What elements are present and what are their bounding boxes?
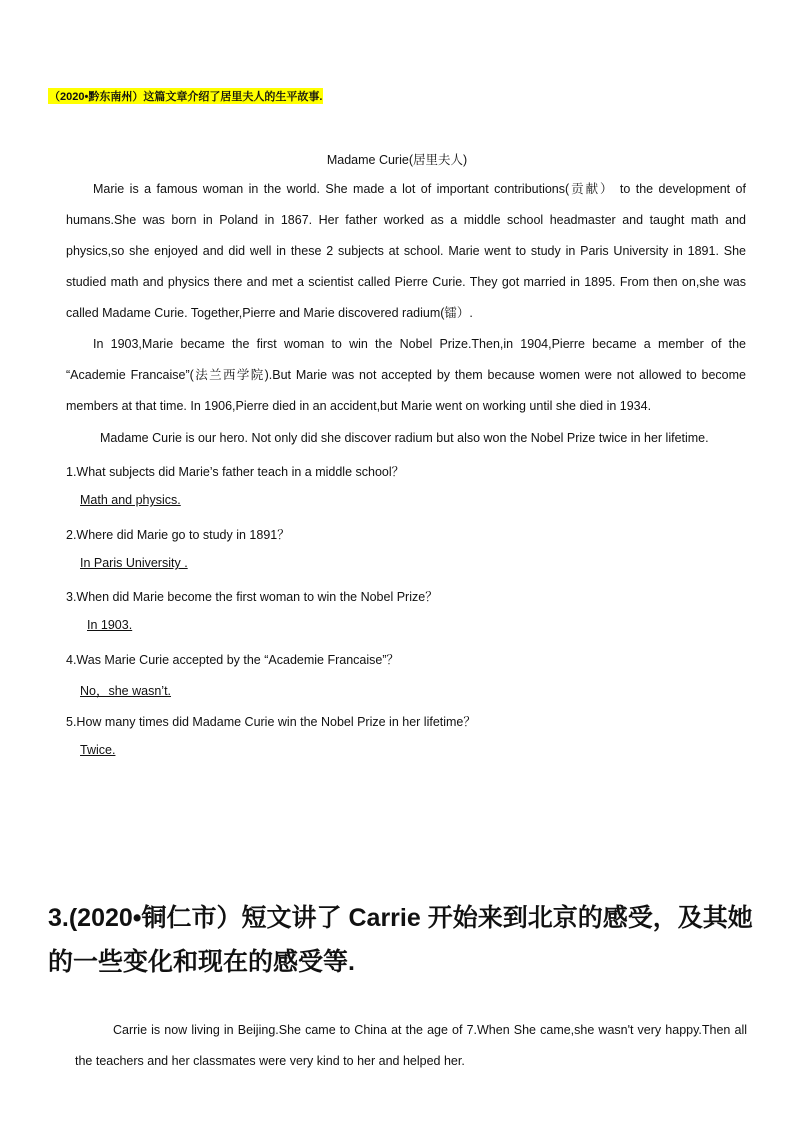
section-3-paragraph-1: Carrie is now living in Beijing.She came to China at the age of 7.When She came,she wasn't very happy.Then all the teachers and her classmates were very kind to her and helped her.	[75, 1023, 747, 1068]
section-3-heading: 3.(2020•铜仁市）短文讲了 Carrie 开始来到北京的感受，及其她的一些变化和现在的感受等.	[48, 904, 753, 976]
question-1: 1.What subjects did Marie’s father teach in a middle school？	[66, 465, 405, 479]
passage-paragraph-1: Marie is a famous woman in the world. She made a lot of important contributions(贡献） to the development of humans.She was born in Poland in 1867. Her father worked as a middle school headmaster and taught math and physics,so she enjoyed and did well in these 2 subjects at school. Marie went to study in Paris University in 1891. She studied math and physics there and met a scientist called Pierre Curie. They got married in 1895. From then on,she was called Madame Curie. Together,Pierre and Marie discovered radium(镭）.	[66, 182, 746, 320]
passage-title: Madame Curie(居里夫人)	[326, 153, 468, 167]
question-4: 4.Was Marie Curie accepted by the “Academie Francaise”？	[66, 653, 400, 667]
answer-2: In Paris University .	[80, 556, 188, 570]
answer-4: No，she wasn’t.	[80, 684, 172, 698]
question-5: 5.How many times did Madame Curie win the Nobel Prize in her lifetime？	[66, 715, 476, 729]
question-2: 2.Where did Marie go to study in 1891？	[66, 528, 290, 542]
question-3: 3.When did Marie become the first woman to win the Nobel Prize？	[66, 590, 438, 604]
source-note: （2020•黔东南州）这篇文章介绍了居里夫人的生平故事.	[48, 88, 323, 104]
answer-1: Math and physics.	[80, 493, 181, 507]
answer-3: In 1903.	[87, 618, 133, 632]
passage-paragraph-2: In 1903,Marie became the first woman to win the Nobel Prize.Then,in 1904,Pierre became a member of the “Academie Francaise”(法兰西学院).But Marie was not accepted by them because women were not allowed to become members at that time. In 1906,Pierre died in an accident,but Marie went on working until she died in 1934.	[66, 337, 746, 413]
answer-5: Twice.	[80, 743, 116, 757]
passage-paragraph-3: Madame Curie is our hero. Not only did she discover radium but also won the Nobel Prize twice in her lifetime.	[100, 431, 709, 445]
